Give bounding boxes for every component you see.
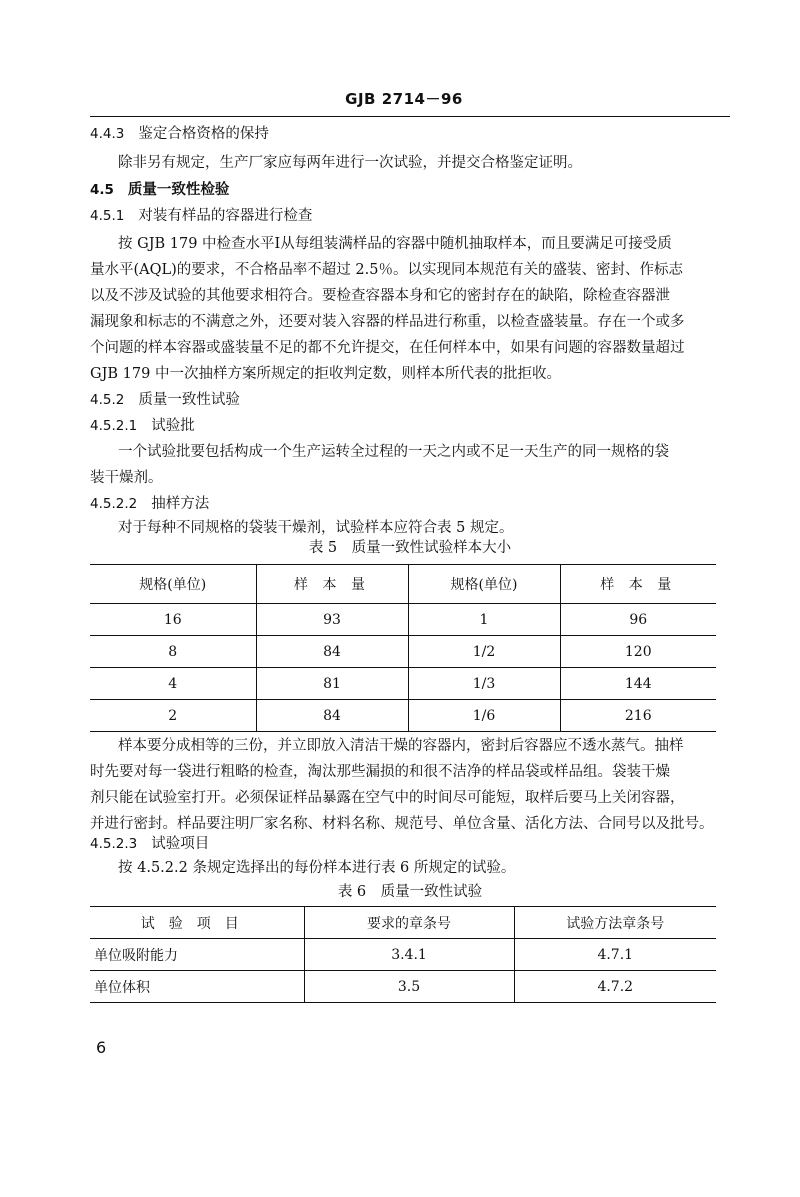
paragraph: 对于每种不同规格的袋装干燥剂，试验样本应符合表 5 规定。 — [118, 520, 514, 536]
section-number: 4.4.3 — [90, 126, 125, 142]
paragraph-line: 按 GJB 179 中检查水平Ⅰ从每组装满样品的容器中随机抽取样本，而且要满足可接受质 — [118, 236, 672, 252]
paragraph-line: 量水平(AQL)的要求，不合格品率不超过 2.5％。以实现同本规范有关的盛装、密封、作标志 — [90, 262, 683, 278]
column-header: 规格(单位) — [90, 565, 256, 604]
section-title: 抽样方法 — [151, 496, 210, 512]
section-title: 对装有样品的容器进行检查 — [138, 208, 313, 224]
section-title: 鉴定合格资格的保持 — [138, 126, 269, 142]
section-number: 4.5.1 — [90, 208, 125, 224]
table-cell: 84 — [256, 636, 408, 668]
table-header-row — [90, 907, 716, 939]
table-cell: 16 — [90, 604, 256, 636]
section-title: 试验项目 — [151, 836, 210, 852]
table-row — [90, 971, 716, 1003]
column-header: 样 本 量 — [256, 565, 408, 604]
table-cell: 81 — [256, 668, 408, 700]
table-header-row — [90, 565, 716, 604]
header-rule — [90, 116, 730, 117]
section-number: 4.5.2.3 — [90, 836, 138, 852]
table-cell: 4 — [90, 668, 256, 700]
paragraph: 按 4.5.2.2 条规定选择出的每份样本进行表 6 所规定的试验。 — [118, 860, 516, 876]
table-cell: 2 — [168, 707, 178, 724]
paragraph-line: 样本要分成相等的三份，并立即放入清洁干燥的容器内，密封后容器应不透水蒸气。抽样 — [118, 738, 684, 754]
table-cell: 1/6 — [408, 700, 560, 732]
table-cell: 单位体积 — [94, 979, 150, 996]
table-cell: 4.7.2 — [514, 971, 716, 1003]
table-cell: 1/3 — [408, 668, 560, 700]
section-number: 4.5.2.1 — [90, 418, 138, 434]
section-title: 试验批 — [151, 418, 195, 434]
section-number: 4.5 — [90, 182, 114, 198]
section-heading-4-5-2 — [90, 390, 240, 410]
section-heading-4-4-3 — [90, 124, 269, 144]
column-header: 样 本 量 — [560, 565, 716, 604]
table-5-caption: 表 5 质量一致性试验样本大小 — [308, 540, 512, 556]
section-number: 4.5.2 — [90, 392, 125, 408]
table-row — [90, 668, 716, 700]
table-cell: 84 — [256, 700, 408, 732]
column-header: 规格(单位) — [408, 565, 560, 604]
section-heading-4-5 — [90, 180, 229, 200]
paragraph-line: 时先要对每一袋进行粗略的检查，淘汰那些漏损的和很不洁净的样品袋或样品组。袋装干燥 — [90, 764, 670, 780]
table-cell: 120 — [560, 636, 716, 668]
section-number: 4.5.2.2 — [90, 496, 138, 512]
section-title: 质量一致性试验 — [138, 392, 240, 408]
table-5 — [90, 564, 716, 732]
table-cell: 93 — [256, 604, 408, 636]
table-cell: 1/2 — [408, 636, 560, 668]
paragraph-line: 并进行密封。样品要注明厂家名称、材料名称、规范号、单位含量、活化方法、合同号以及批号。 — [90, 816, 714, 832]
column-header: 要求的章条号 — [304, 907, 514, 939]
paragraph-line: 剂只能在试验室打开。必须保证样品暴露在空气中的时间尽可能短，取样后要马上关闭容器， — [90, 790, 685, 806]
table-cell: 8 — [90, 636, 256, 668]
table-cell: 3.5 — [304, 971, 514, 1003]
paragraph-line: 漏现象和标志的不满意之外，还要对装入容器的样品进行称重，以检查盛装量。存在一个或多 — [90, 314, 685, 330]
paragraph-line: 个问题的样本容器或盛装量不足的都不允许提交，在任何样本中，如果有问题的容器数量超过 — [90, 340, 685, 356]
section-heading-4-5-2-3 — [90, 834, 209, 854]
table-row — [90, 939, 716, 971]
table-cell: 216 — [560, 700, 716, 732]
table-cell: 1 — [408, 604, 560, 636]
section-heading-4-5-1 — [90, 206, 312, 226]
column-header: 试验方法章条号 — [514, 907, 716, 939]
paragraph-line: 一个试验批要包括构成一个生产运转全过程的一天之内或不足一天生产的同一规格的袋 — [118, 444, 669, 460]
section-heading-4-5-2-2 — [90, 494, 209, 514]
section-title: 质量一致性检验 — [127, 181, 230, 198]
paragraph-line: GJB 179 中一次抽样方案所规定的拒收判定数，则样本所代表的批拒收。 — [90, 366, 561, 382]
table-row — [90, 636, 716, 668]
paragraph: 除非另有规定，生产厂家应每两年进行一次试验，并提交合格鉴定证明。 — [118, 155, 582, 171]
section-heading-4-5-2-1 — [90, 416, 195, 436]
paragraph-line: 装干燥剂。 — [90, 470, 163, 486]
table-cell: 单位吸附能力 — [90, 939, 304, 971]
table-cell: 3.4.1 — [304, 939, 514, 971]
table-row — [90, 604, 716, 636]
standard-code-header: GJB 2714－96 — [345, 90, 463, 108]
column-header: 试验项目 — [90, 907, 304, 939]
table-cell: 96 — [560, 604, 716, 636]
table-cell: 144 — [560, 668, 716, 700]
page-number: 6 — [96, 1038, 107, 1057]
table-6-caption: 表 6 质量一致性试验 — [337, 884, 483, 900]
table-6 — [90, 906, 716, 1003]
table-cell: 4.7.1 — [514, 939, 716, 971]
paragraph-line: 以及不涉及试验的其他要求相符合。要检查容器本身和它的密封存在的缺陷，除检查容器泄 — [90, 288, 670, 304]
table-row — [90, 700, 716, 732]
